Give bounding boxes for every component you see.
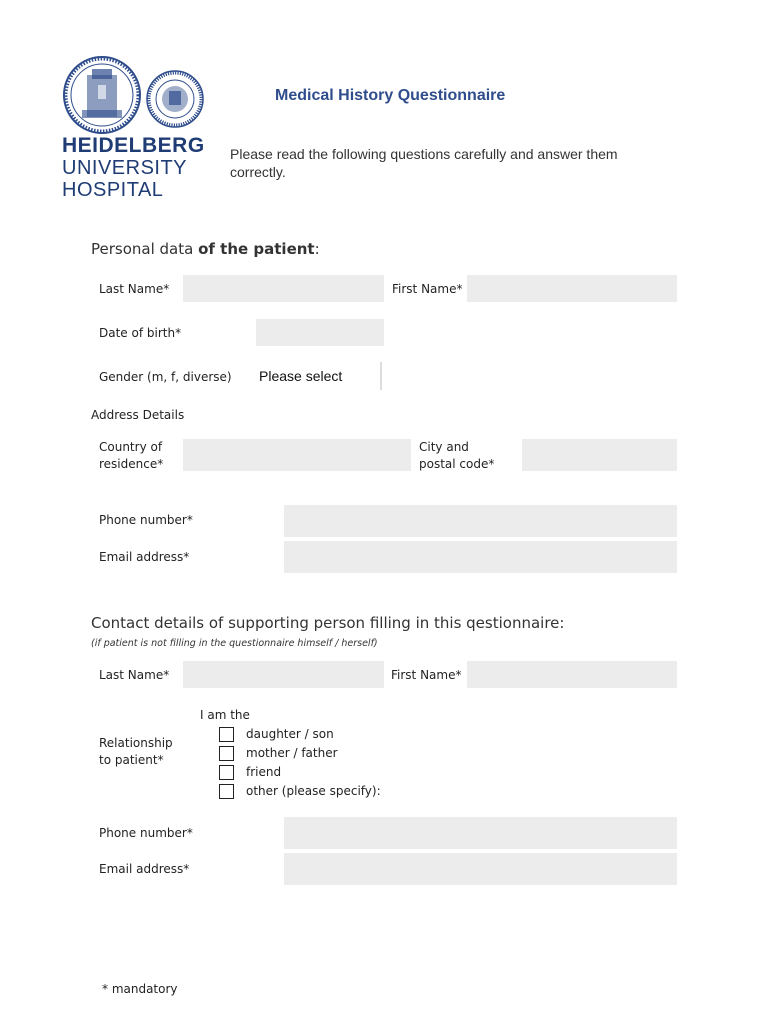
mandatory-note: * mandatory xyxy=(102,982,178,996)
supporter-last-name-label: Last Name* xyxy=(99,668,170,682)
relationship-label-line-1: Relationship xyxy=(99,736,173,750)
supporter-email-input[interactable] xyxy=(284,853,677,885)
supporter-first-name-label: First Name* xyxy=(391,668,462,682)
country-label-line-2: residence* xyxy=(99,457,164,471)
city-postal-input[interactable] xyxy=(522,439,677,471)
brand-line-2: UNIVERSITY xyxy=(62,157,188,179)
option-friend-label: friend xyxy=(246,765,282,779)
supporter-note: (if patient is not filling in the questionnaire himself / herself) xyxy=(91,638,378,649)
supporter-phone-label: Phone number* xyxy=(99,826,193,840)
city-label-line-1: City and xyxy=(419,440,469,454)
option-daughter-son-label: daughter / son xyxy=(246,727,334,741)
checkbox-mother-father[interactable] xyxy=(219,746,234,761)
patient-phone-input[interactable] xyxy=(284,505,677,537)
heading-part: Personal data xyxy=(91,240,199,258)
supporter-phone-input[interactable] xyxy=(284,817,677,849)
patient-email-input[interactable] xyxy=(284,541,677,573)
gender-label: Gender (m, f, diverse) xyxy=(99,370,232,384)
patient-first-name-label: First Name* xyxy=(392,282,463,296)
heading-bold: of the patient xyxy=(198,240,315,258)
supporter-section-heading: Contact details of supporting person filling in this qestionnaire: xyxy=(91,614,565,632)
dob-label: Date of birth* xyxy=(99,326,182,340)
university-seal-logo xyxy=(62,55,142,135)
address-heading: Address Details xyxy=(91,408,185,422)
city-label xyxy=(419,439,494,473)
patient-first-name-input[interactable] xyxy=(467,275,677,302)
country-input[interactable] xyxy=(183,439,411,471)
patient-phone-label: Phone number* xyxy=(99,513,193,527)
option-mother-father-label: mother / father xyxy=(246,746,338,760)
intro-text: Please read the following questions carefully and answer them correctly. xyxy=(230,146,618,180)
gender-select[interactable]: Please select xyxy=(255,362,382,390)
hospital-seal-logo xyxy=(145,69,205,129)
brand-line-3: HOSPITAL xyxy=(62,179,164,201)
city-label-line-2: postal code* xyxy=(419,457,495,471)
patient-last-name-input[interactable] xyxy=(183,275,384,302)
hospital-wordmark xyxy=(62,135,205,201)
checkbox-friend[interactable] xyxy=(219,765,234,780)
relationship-label xyxy=(99,735,173,769)
checkbox-other[interactable] xyxy=(219,784,234,799)
option-other-label: other (please specify): xyxy=(246,784,381,798)
country-label-line-1: Country of xyxy=(99,440,163,454)
page-title: Medical History Questionnaire xyxy=(275,87,506,104)
patient-email-label: Email address* xyxy=(99,550,190,564)
supporter-first-name-input[interactable] xyxy=(467,661,677,688)
brand-line-1: HEIDELBERG xyxy=(62,134,205,157)
supporter-last-name-input[interactable] xyxy=(183,661,384,688)
supporter-email-label: Email address* xyxy=(99,862,190,876)
country-label xyxy=(99,439,163,473)
relationship-label-line-2: to patient* xyxy=(99,753,164,767)
patient-last-name-label: Last Name* xyxy=(99,282,170,296)
patient-section-heading xyxy=(91,240,320,258)
heading-colon: : xyxy=(314,240,320,258)
dob-input[interactable] xyxy=(256,319,384,346)
i-am-the-label: I am the xyxy=(200,708,250,722)
checkbox-daughter-son[interactable] xyxy=(219,727,234,742)
